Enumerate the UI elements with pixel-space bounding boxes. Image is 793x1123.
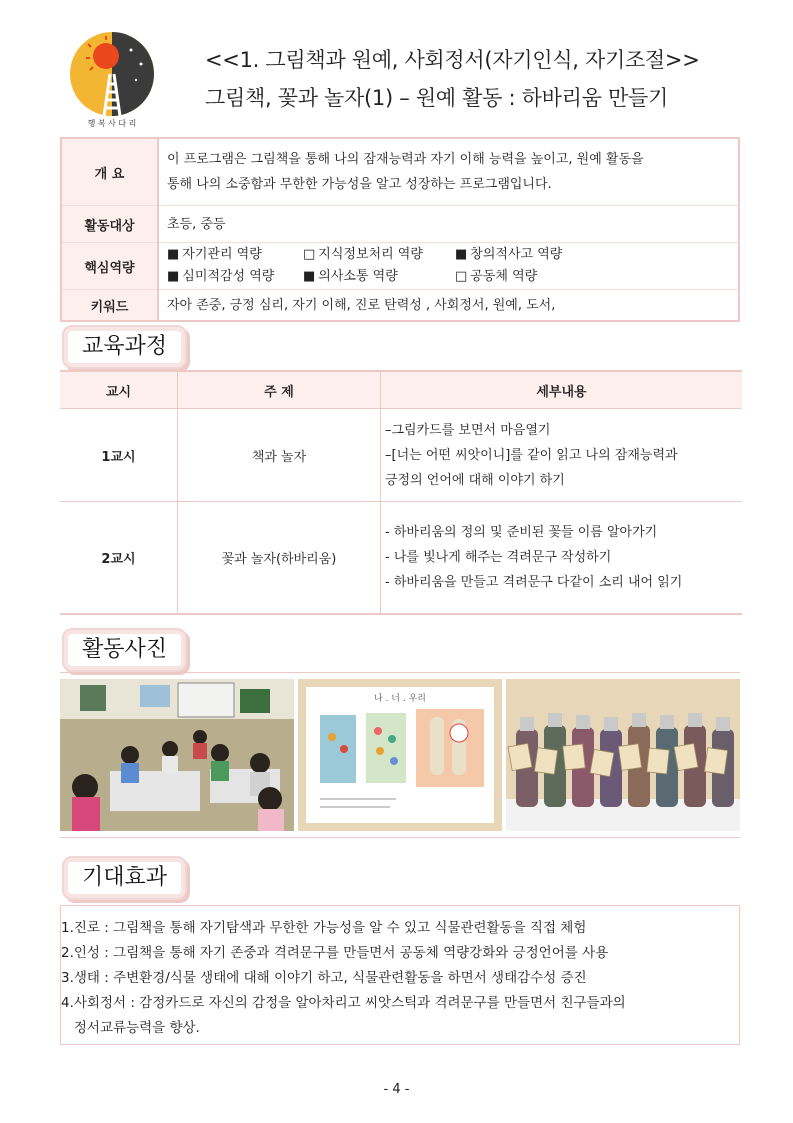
- label-keywords: 키워드: [61, 290, 158, 322]
- board-title: 나 . 너 . 우리: [374, 694, 426, 704]
- label-target: 활동대상: [61, 206, 158, 243]
- competency-item: ■ 심미적감성 역량: [167, 269, 275, 284]
- col-header-period: 교시: [60, 371, 178, 409]
- target-text: 초등, 중등: [158, 206, 739, 243]
- detail-line: - 하바리움을 만들고 격려문구 다같이 소리 내어 읽기: [385, 575, 683, 590]
- competency-item: □ 지식정보처리 역량: [303, 247, 423, 262]
- logo: [66, 30, 158, 134]
- page-number: - 4 -: [383, 1082, 410, 1097]
- checkbox-filled-icon: ■: [455, 247, 468, 262]
- period-cell: 2교시: [60, 502, 178, 615]
- summary-text: [158, 138, 739, 206]
- effect-item: 3.생태 : 주변환경/식물 생태에 대해 이야기 하고, 식물관련활동을 하면서 생태감수성 증진: [61, 970, 587, 986]
- photo-strip: [60, 672, 740, 838]
- checkbox-filled-icon: ■: [167, 269, 180, 284]
- details-cell: [381, 502, 743, 615]
- detail-line: - 하바리움의 정의 및 준비된 꽃들 이름 알아가기: [385, 525, 658, 540]
- summary-line-2: 통해 나의 소중함과 무한한 가능성을 알고 성장하는 프로그램입니다.: [167, 177, 552, 192]
- competency-item: ■ 창의적사고 역량: [455, 247, 563, 262]
- summary-line-1: 이 프로그램은 그림책을 통해 나의 잠재능력과 자기 이해 능력을 높이고, 원예 활동을: [167, 152, 644, 167]
- col-header-topic: 주 제: [178, 371, 381, 409]
- section-tab-curriculum: 교육과정: [62, 325, 187, 369]
- details-cell: [381, 409, 743, 502]
- herbarium-bottles-photo: [506, 679, 740, 831]
- effect-item: 2.인성 : 그림책을 통해 자기 존중과 격려문구를 만들면서 공동체 역량강화와 긍정언어를 사용: [61, 945, 609, 961]
- label-summary: 개 요: [61, 138, 158, 206]
- checkbox-empty-icon: □: [303, 247, 316, 262]
- effect-item: 정서교류능력을 향상.: [61, 1020, 200, 1036]
- title-line-2: 그림책, 꽃과 놀자(1) – 원예 활동 : 하바리움 만들기: [205, 86, 668, 110]
- effect-item: 4.사회정서 : 감정카드로 자신의 감정을 알아차리고 씨앗스틱과 격려문구를 만들면서 친구들과의: [61, 995, 626, 1011]
- checkbox-filled-icon: ■: [303, 269, 316, 284]
- topic-cell: 책과 놀자: [178, 409, 381, 502]
- col-header-details: 세부내용: [381, 371, 743, 409]
- detail-line: 긍정의 언어에 대해 이야기 하기: [385, 472, 565, 488]
- checkbox-filled-icon: ■: [167, 247, 180, 262]
- table-row: [60, 502, 742, 615]
- competency-item: ■ 의사소통 역량: [303, 269, 398, 284]
- overview-table: [60, 137, 740, 322]
- title-line-1: <<1. 그림책과 원예, 사회정서(자기인식, 자기조절>>: [205, 48, 700, 72]
- table-row: [60, 409, 742, 502]
- competency-item: □ 공동체 역량: [455, 269, 538, 284]
- competency-item: ■ 자기관리 역량: [167, 247, 262, 262]
- effect-item: 1.진로 : 그림책을 통해 자기탐색과 무한한 가능성을 알 수 있고 식물관련활동을 직접 체험: [61, 920, 587, 936]
- detail-line: –[너는 어떤 씨앗이니]를 같이 읽고 나의 잠재능력과: [385, 447, 678, 463]
- section-tab-effects: 기대효과: [62, 856, 187, 900]
- checkbox-empty-icon: □: [455, 269, 468, 284]
- period-cell: 1교시: [60, 409, 178, 502]
- activity-board-photo: [298, 679, 502, 831]
- detail-line: - 나를 빛나게 해주는 격려문구 작성하기: [385, 550, 612, 565]
- effects-box: [60, 905, 740, 1045]
- keywords-text: 자아 존중, 긍정 심리, 자기 이해, 진로 탄력성 , 사회정서, 원예, 도서,: [158, 290, 739, 322]
- competency-list: [158, 243, 739, 290]
- section-tab-photos: 활동사진: [62, 628, 187, 672]
- detail-line: –그림카드를 보면서 마음열기: [385, 422, 551, 438]
- topic-cell: 꽃과 놀자(하바리움): [178, 502, 381, 615]
- curriculum-table: [60, 370, 742, 615]
- logo-text: 행 복 사 다 리: [87, 119, 137, 128]
- label-competency: 핵심역량: [61, 243, 158, 290]
- classroom-photo: [60, 679, 294, 831]
